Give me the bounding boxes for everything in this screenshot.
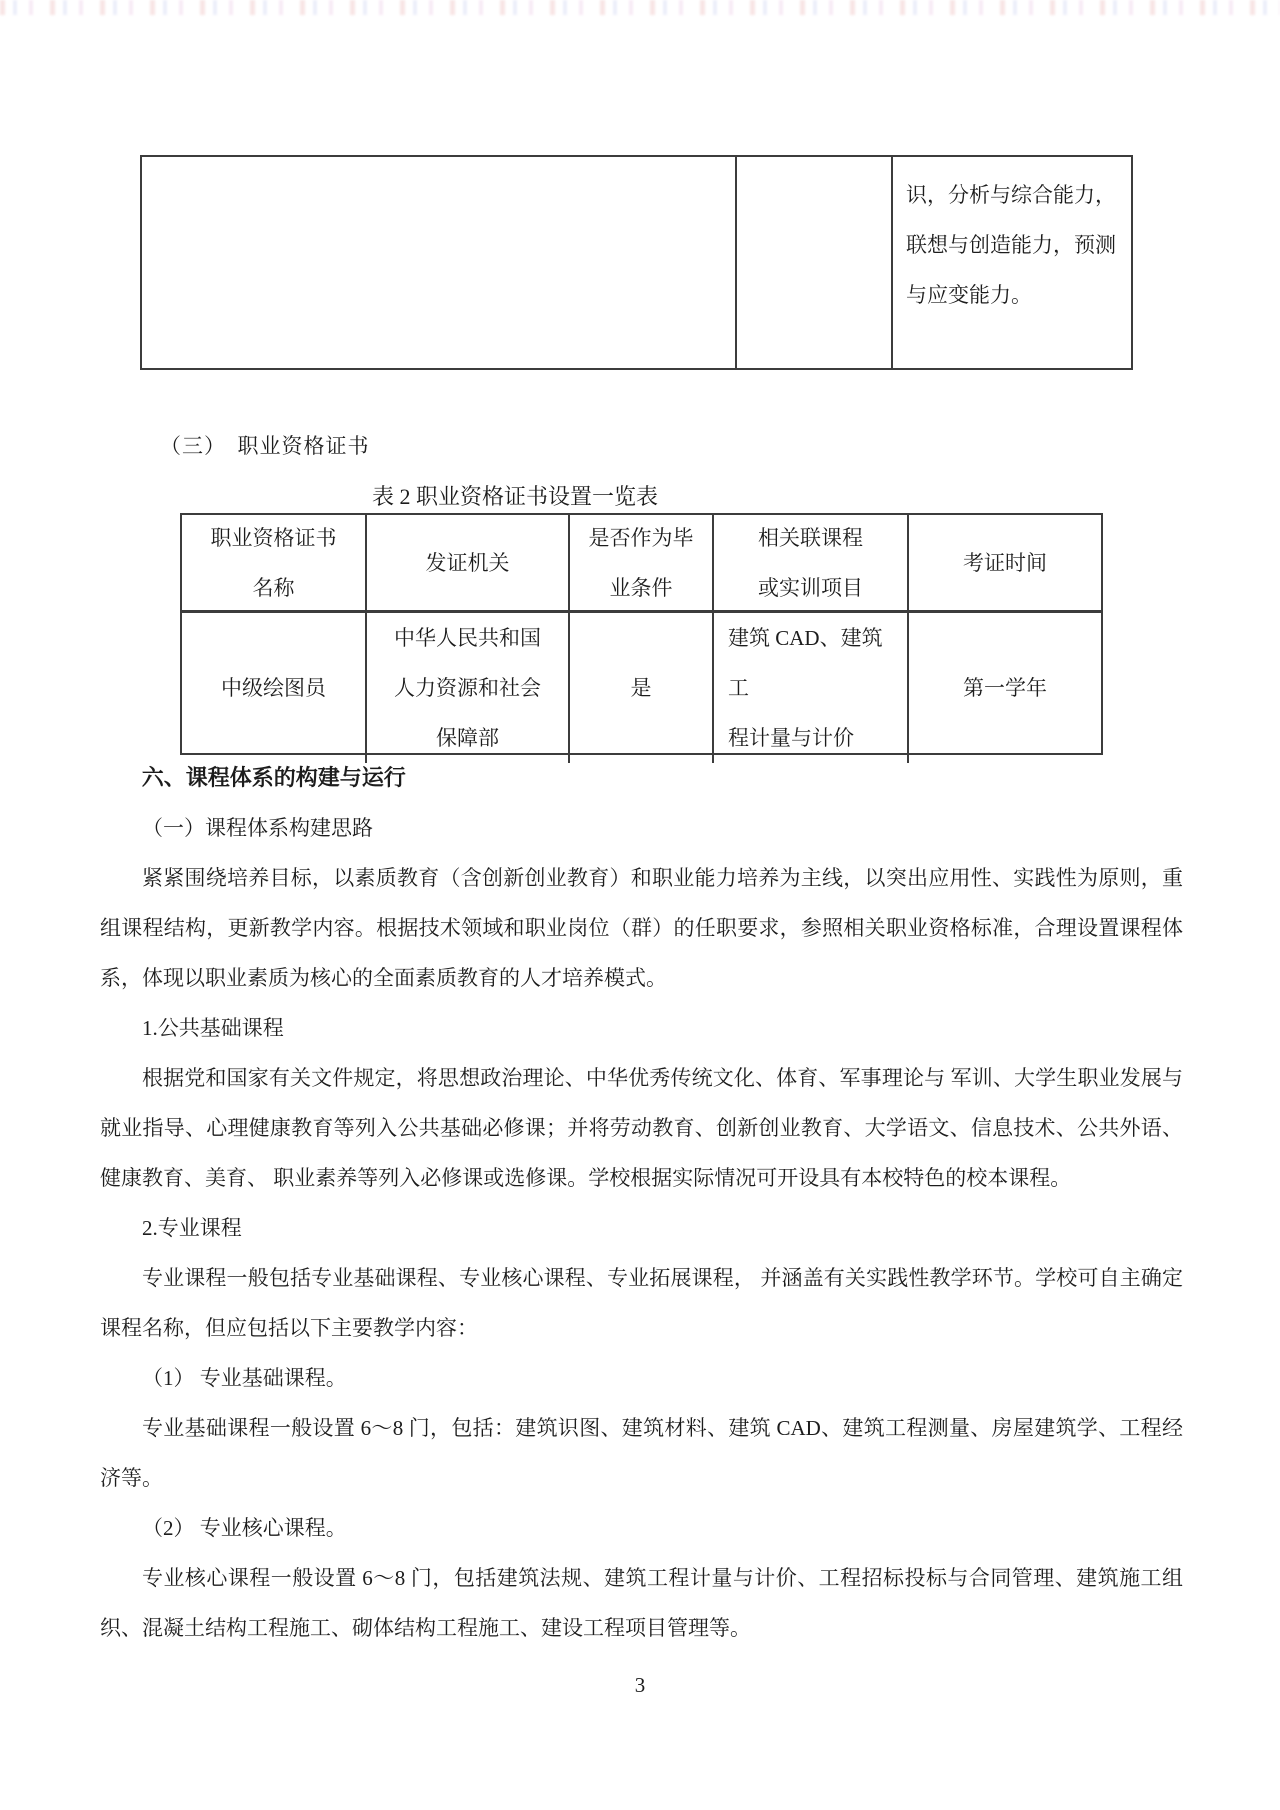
cell-cert-name xyxy=(182,613,367,763)
header-line: 发证机关 xyxy=(425,550,510,575)
certificate-table-data-row xyxy=(182,613,1101,763)
section-6-sub1-heading: （一）课程体系构建思路 xyxy=(142,816,373,840)
continuation-table xyxy=(140,155,1133,370)
continuation-table-cell-empty-1 xyxy=(142,157,737,368)
section-6-heading: 六、课程体系的构建与运行 xyxy=(141,765,406,790)
certificate-table xyxy=(180,513,1103,755)
cell-line: 程计量与计价 xyxy=(728,726,854,750)
document-body xyxy=(100,753,1183,1653)
cell-line: 人力资源和社会 xyxy=(394,676,541,700)
header-cell-related-courses xyxy=(714,515,909,610)
sub-item-2-heading: （2） 专业核心课程。 xyxy=(142,1516,347,1540)
cell-line: 保障部 xyxy=(436,726,499,750)
item-2-heading: 2.专业课程 xyxy=(142,1216,242,1240)
header-line: 相关联课程 xyxy=(758,525,863,550)
header-cell-issuer xyxy=(367,515,570,610)
cell-graduation-condition xyxy=(570,613,714,763)
paragraph-basic-course-list: 专业基础课程一般设置 6～8 门，包括：建筑识图、建筑材料、建筑 CAD、建筑工程测量、房屋建筑学、工程经济等。 xyxy=(100,1416,1183,1490)
cell-line: 中级绘图员 xyxy=(221,676,326,700)
scan-artifact-strip xyxy=(0,0,1280,15)
sub-item-1-heading: （1） 专业基础课程。 xyxy=(142,1366,347,1390)
paragraph-professional-courses: 专业课程一般包括专业基础课程、专业核心课程、专业拓展课程， 并涵盖有关实践性教学环节。学校可自主确定课程名称，但应包括以下主要教学内容： xyxy=(100,1266,1183,1340)
item-1-heading: 1.公共基础课程 xyxy=(142,1016,284,1040)
section-3-heading: （三） 职业资格证书 xyxy=(160,434,370,458)
header-line: 业条件 xyxy=(609,575,673,600)
table-2-caption: 表 2 职业资格证书设置一览表 xyxy=(372,484,659,509)
cell-line: 中华人民共和国 xyxy=(394,626,541,650)
cell-exam-time xyxy=(909,613,1101,763)
header-cell-cert-name xyxy=(182,515,367,610)
cell-line: 建筑 CAD、建筑工 xyxy=(728,626,883,700)
header-line: 考证时间 xyxy=(963,550,1047,575)
header-line: 名称 xyxy=(252,575,295,600)
certificate-table-header-row xyxy=(182,515,1101,613)
paragraph-core-course-list: 专业核心课程一般设置 6～8 门，包括建筑法规、建筑工程计量与计价、工程招标投标与合同管理、建筑施工组织、混凝土结构工程施工、砌体结构工程施工、建设工程项目管理等。 xyxy=(100,1566,1183,1640)
continuation-table-cell-empty-2 xyxy=(737,157,893,368)
page-number: 3 xyxy=(634,1673,646,1697)
paragraph-public-basic-courses: 根据党和国家有关文件规定，将思想政治理论、中华优秀传统文化、体育、军事理论与 军训、大学生职业发展与就业指导、心理健康教育等列入公共基础必修课；并将劳动教育、创新创业教育、大学语文、信息技术、公共外语、健康教育、美育、 职业素养等列入必修课或选修课。学校根据实际情况可开设具有本校特色的校本课程。 xyxy=(100,1066,1183,1190)
continuation-table-cell-text xyxy=(893,157,1131,368)
header-cell-exam-time xyxy=(909,515,1101,610)
header-cell-graduation-condition xyxy=(570,515,714,610)
header-line: 是否作为毕 xyxy=(588,525,694,550)
cell-related-courses xyxy=(714,613,909,763)
continuation-text-line: 联想与创造能力，预测 xyxy=(906,233,1116,257)
continuation-text-line: 识，分析与综合能力， xyxy=(906,183,1116,207)
paragraph-curriculum-approach: 紧紧围绕培养目标，以素质教育（含创新创业教育）和职业能力培养为主线，以突出应用性、实践性为原则，重组课程结构，更新教学内容。根据技术领域和职业岗位（群）的任职要求，参照相关职业资格标准，合理设置课程体系，体现以职业素质为核心的全面素质教育的人才培养模式。 xyxy=(100,866,1183,990)
cell-line: 第一学年 xyxy=(963,676,1047,700)
cell-issuer xyxy=(367,613,570,763)
continuation-text-line: 与应变能力。 xyxy=(906,283,1032,307)
header-line: 职业资格证书 xyxy=(210,525,337,550)
header-line: 或实训项目 xyxy=(758,575,863,600)
cell-line: 是 xyxy=(630,676,652,700)
